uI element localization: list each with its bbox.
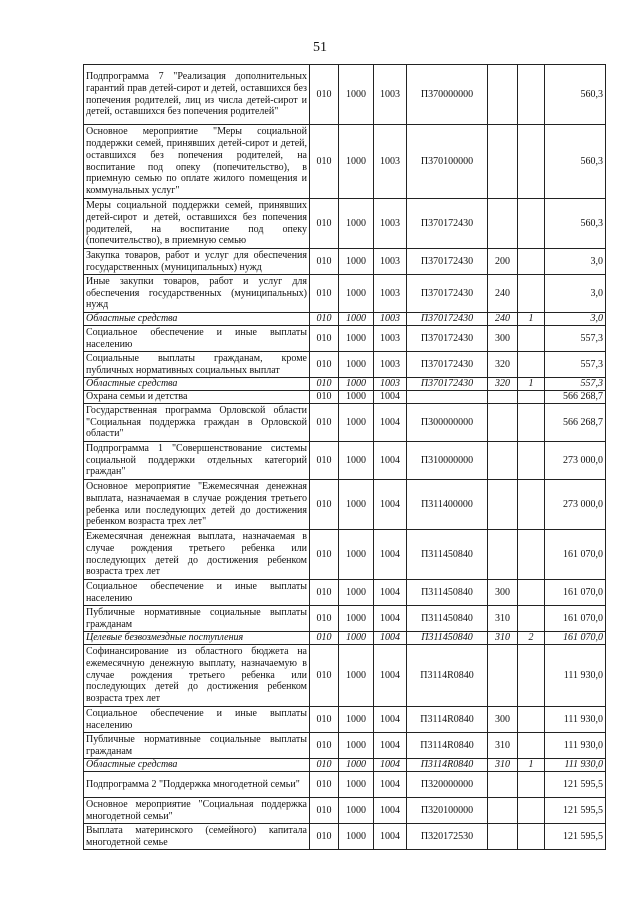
target-article-cell: П320000000 (407, 772, 488, 798)
row-name-cell: Ежемесячная денежная выплата, назначаемая в случае рождения третьего ребенка или последующих детей до достижения ребенком возраста трех лет (84, 530, 310, 580)
funding-source-cell: 1 (518, 313, 545, 326)
funding-source-cell (518, 275, 545, 313)
target-article-cell: П320172530 (407, 824, 488, 850)
target-article-cell: П300000000 (407, 404, 488, 442)
table-row (84, 606, 606, 632)
target-article-cell: П370172430 (407, 378, 488, 391)
section-code-cell: 1000 (339, 249, 374, 275)
target-article-cell: П370172430 (407, 326, 488, 352)
section-code-cell: 1000 (339, 313, 374, 326)
funding-source-cell (518, 125, 545, 199)
ministry-code-cell: 010 (310, 480, 339, 530)
amount-cell: 111 930,0 (545, 759, 606, 772)
ministry-code-cell: 010 (310, 275, 339, 313)
funding-source-cell (518, 733, 545, 759)
target-article-cell: П370000000 (407, 65, 488, 125)
target-article-cell: П320100000 (407, 798, 488, 824)
amount-cell: 121 595,5 (545, 772, 606, 798)
funding-source-cell (518, 645, 545, 707)
expense-type-cell (488, 199, 518, 249)
subsection-code-cell: 1004 (374, 391, 407, 404)
table-row (84, 798, 606, 824)
row-name-cell: Целевые безвозмездные поступления (84, 632, 310, 645)
funding-source-cell (518, 480, 545, 530)
row-name-cell: Основное мероприятие "Социальная поддержка многодетной семьи" (84, 798, 310, 824)
section-code-cell: 1000 (339, 275, 374, 313)
amount-cell: 560,3 (545, 199, 606, 249)
subsection-code-cell: 1004 (374, 645, 407, 707)
section-code-cell: 1000 (339, 199, 374, 249)
funding-source-cell (518, 442, 545, 480)
subsection-code-cell: 1004 (374, 798, 407, 824)
subsection-code-cell: 1004 (374, 530, 407, 580)
table-row (84, 249, 606, 275)
table-row (84, 125, 606, 199)
subsection-code-cell: 1003 (374, 352, 407, 378)
ministry-code-cell: 010 (310, 824, 339, 850)
ministry-code-cell: 010 (310, 378, 339, 391)
funding-source-cell (518, 606, 545, 632)
row-name-cell: Социальное обеспечение и иные выплаты населению (84, 707, 310, 733)
section-code-cell: 1000 (339, 707, 374, 733)
amount-cell: 273 000,0 (545, 442, 606, 480)
expense-type-cell: 320 (488, 378, 518, 391)
ministry-code-cell: 010 (310, 798, 339, 824)
funding-source-cell: 1 (518, 759, 545, 772)
expense-type-cell (488, 824, 518, 850)
funding-source-cell (518, 707, 545, 733)
section-code-cell: 1000 (339, 632, 374, 645)
row-name-cell: Государственная программа Орловской области "Социальная поддержка граждан в Орловской области" (84, 404, 310, 442)
target-article-cell: П370172430 (407, 313, 488, 326)
section-code-cell: 1000 (339, 442, 374, 480)
row-name-cell: Закупка товаров, работ и услуг для обеспечения государственных (муниципальных) нужд (84, 249, 310, 275)
amount-cell: 557,3 (545, 326, 606, 352)
ministry-code-cell: 010 (310, 65, 339, 125)
table-row (84, 480, 606, 530)
subsection-code-cell: 1004 (374, 480, 407, 530)
target-article-cell: П370100000 (407, 125, 488, 199)
amount-cell: 557,3 (545, 378, 606, 391)
subsection-code-cell: 1004 (374, 707, 407, 733)
table-row (84, 326, 606, 352)
funding-source-cell (518, 352, 545, 378)
target-article-cell: П311450840 (407, 580, 488, 606)
target-article-cell: П3114R0840 (407, 645, 488, 707)
table-row (84, 65, 606, 125)
subsection-code-cell: 1003 (374, 65, 407, 125)
table-row (84, 404, 606, 442)
subsection-code-cell: 1003 (374, 326, 407, 352)
funding-source-cell (518, 199, 545, 249)
target-article-cell: П311400000 (407, 480, 488, 530)
amount-cell: 273 000,0 (545, 480, 606, 530)
row-name-cell: Социальные выплаты гражданам, кроме публичных нормативных социальных выплат (84, 352, 310, 378)
table-row (84, 442, 606, 480)
funding-source-cell (518, 65, 545, 125)
amount-cell: 121 595,5 (545, 824, 606, 850)
section-code-cell: 1000 (339, 645, 374, 707)
section-code-cell: 1000 (339, 391, 374, 404)
section-code-cell: 1000 (339, 759, 374, 772)
amount-cell: 560,3 (545, 125, 606, 199)
expense-type-cell (488, 480, 518, 530)
section-code-cell: 1000 (339, 606, 374, 632)
section-code-cell: 1000 (339, 352, 374, 378)
subsection-code-cell: 1004 (374, 772, 407, 798)
row-name-cell: Иные закупки товаров, работ и услуг для обеспечения государственных (муниципальных) нужд (84, 275, 310, 313)
expense-type-cell: 200 (488, 249, 518, 275)
table-row (84, 199, 606, 249)
expense-type-cell: 300 (488, 326, 518, 352)
expense-type-cell: 310 (488, 759, 518, 772)
table-row (84, 378, 606, 391)
row-name-cell: Социальное обеспечение и иные выплаты населению (84, 326, 310, 352)
table-row (84, 275, 606, 313)
ministry-code-cell: 010 (310, 632, 339, 645)
subsection-code-cell: 1004 (374, 404, 407, 442)
section-code-cell: 1000 (339, 580, 374, 606)
table-row (84, 632, 606, 645)
target-article-cell: П370172430 (407, 249, 488, 275)
target-article-cell: П370172430 (407, 199, 488, 249)
row-name-cell: Публичные нормативные социальные выплаты гражданам (84, 733, 310, 759)
ministry-code-cell: 010 (310, 606, 339, 632)
funding-source-cell (518, 580, 545, 606)
subsection-code-cell: 1004 (374, 442, 407, 480)
funding-source-cell (518, 772, 545, 798)
expense-type-cell (488, 125, 518, 199)
budget-table (83, 64, 606, 850)
amount-cell: 111 930,0 (545, 645, 606, 707)
section-code-cell: 1000 (339, 326, 374, 352)
expense-type-cell (488, 530, 518, 580)
section-code-cell: 1000 (339, 772, 374, 798)
target-article-cell (407, 391, 488, 404)
section-code-cell: 1000 (339, 480, 374, 530)
ministry-code-cell: 010 (310, 772, 339, 798)
amount-cell: 566 268,7 (545, 404, 606, 442)
amount-cell: 560,3 (545, 65, 606, 125)
target-article-cell: П311450840 (407, 530, 488, 580)
amount-cell: 161 070,0 (545, 606, 606, 632)
row-name-cell: Подпрограмма 2 "Поддержка многодетной семьи" (84, 772, 310, 798)
target-article-cell: П3114R0840 (407, 759, 488, 772)
expense-type-cell (488, 798, 518, 824)
table-row (84, 707, 606, 733)
table-row (84, 733, 606, 759)
amount-cell: 3,0 (545, 275, 606, 313)
expense-type-cell (488, 65, 518, 125)
expense-type-cell (488, 391, 518, 404)
target-article-cell: П370172430 (407, 352, 488, 378)
row-name-cell: Областные средства (84, 378, 310, 391)
table-row (84, 352, 606, 378)
amount-cell: 3,0 (545, 249, 606, 275)
expense-type-cell: 240 (488, 313, 518, 326)
amount-cell: 3,0 (545, 313, 606, 326)
row-name-cell: Подпрограмма 7 "Реализация дополнительных гарантий прав детей-сирот и детей, оставшихся без попечения родителей, лиц из числа детей-сирот и детей, оставшихся без попечения родителей" (84, 65, 310, 125)
row-name-cell: Софинансирование из областного бюджета на ежемесячную денежную выплату, назначаемую в случае рождения третьего ребенка или последующих детей до достижения ребенком возраста трех лет (84, 645, 310, 707)
funding-source-cell (518, 404, 545, 442)
ministry-code-cell: 010 (310, 352, 339, 378)
section-code-cell: 1000 (339, 798, 374, 824)
subsection-code-cell: 1003 (374, 199, 407, 249)
expense-type-cell (488, 442, 518, 480)
section-code-cell: 1000 (339, 530, 374, 580)
expense-type-cell: 310 (488, 606, 518, 632)
table-row (84, 580, 606, 606)
funding-source-cell (518, 824, 545, 850)
target-article-cell: П310000000 (407, 442, 488, 480)
subsection-code-cell: 1003 (374, 275, 407, 313)
section-code-cell: 1000 (339, 125, 374, 199)
ministry-code-cell: 010 (310, 199, 339, 249)
ministry-code-cell: 010 (310, 404, 339, 442)
section-code-cell: 1000 (339, 733, 374, 759)
expense-type-cell: 300 (488, 707, 518, 733)
expense-type-cell (488, 645, 518, 707)
amount-cell: 111 930,0 (545, 733, 606, 759)
subsection-code-cell: 1003 (374, 313, 407, 326)
section-code-cell: 1000 (339, 824, 374, 850)
expense-type-cell: 240 (488, 275, 518, 313)
funding-source-cell (518, 530, 545, 580)
ministry-code-cell: 010 (310, 326, 339, 352)
funding-source-cell: 2 (518, 632, 545, 645)
amount-cell: 111 930,0 (545, 707, 606, 733)
funding-source-cell (518, 798, 545, 824)
row-name-cell: Охрана семьи и детства (84, 391, 310, 404)
target-article-cell: П3114R0840 (407, 707, 488, 733)
funding-source-cell (518, 249, 545, 275)
ministry-code-cell: 010 (310, 442, 339, 480)
row-name-cell: Публичные нормативные социальные выплаты гражданам (84, 606, 310, 632)
subsection-code-cell: 1004 (374, 759, 407, 772)
page-number: 51 (313, 40, 327, 55)
amount-cell: 161 070,0 (545, 580, 606, 606)
table-row (84, 530, 606, 580)
ministry-code-cell: 010 (310, 249, 339, 275)
ministry-code-cell: 010 (310, 125, 339, 199)
ministry-code-cell: 010 (310, 530, 339, 580)
subsection-code-cell: 1004 (374, 606, 407, 632)
row-name-cell: Областные средства (84, 313, 310, 326)
subsection-code-cell: 1003 (374, 125, 407, 199)
section-code-cell: 1000 (339, 404, 374, 442)
expense-type-cell: 310 (488, 632, 518, 645)
table-row (84, 824, 606, 850)
section-code-cell: 1000 (339, 65, 374, 125)
subsection-code-cell: 1004 (374, 580, 407, 606)
subsection-code-cell: 1004 (374, 632, 407, 645)
expense-type-cell: 310 (488, 733, 518, 759)
table-row (84, 391, 606, 404)
table-row (84, 313, 606, 326)
row-name-cell: Подпрограмма 1 "Совершенствование системы социальной поддержки отдельных категорий граждан" (84, 442, 310, 480)
funding-source-cell (518, 326, 545, 352)
table-row (84, 759, 606, 772)
target-article-cell: П370172430 (407, 275, 488, 313)
table-row (84, 645, 606, 707)
amount-cell: 566 268,7 (545, 391, 606, 404)
funding-source-cell (518, 391, 545, 404)
row-name-cell: Основное мероприятие "Меры социальной поддержки семей, принявших детей-сирот и детей, оставшихся без попечения родителей, на воспитание под опеку (попечительство), в приемную семью по оплате жилого помещения и коммунальных услуг" (84, 125, 310, 199)
subsection-code-cell: 1003 (374, 249, 407, 275)
amount-cell: 557,3 (545, 352, 606, 378)
target-article-cell: П311450840 (407, 606, 488, 632)
row-name-cell: Областные средства (84, 759, 310, 772)
row-name-cell: Социальное обеспечение и иные выплаты населению (84, 580, 310, 606)
amount-cell: 121 595,5 (545, 798, 606, 824)
expense-type-cell: 320 (488, 352, 518, 378)
expense-type-cell (488, 772, 518, 798)
table-row (84, 772, 606, 798)
row-name-cell: Выплата материнского (семейного) капитала многодетной семье (84, 824, 310, 850)
ministry-code-cell: 010 (310, 645, 339, 707)
subsection-code-cell: 1003 (374, 378, 407, 391)
row-name-cell: Меры социальной поддержки семей, принявших детей-сирот и детей, оставшихся без попечения родителей, на воспитание под опеку (попечительство), в приемную семью (84, 199, 310, 249)
target-article-cell: П311450840 (407, 632, 488, 645)
amount-cell: 161 070,0 (545, 530, 606, 580)
target-article-cell: П3114R0840 (407, 733, 488, 759)
subsection-code-cell: 1004 (374, 824, 407, 850)
section-code-cell: 1000 (339, 378, 374, 391)
ministry-code-cell: 010 (310, 391, 339, 404)
ministry-code-cell: 010 (310, 313, 339, 326)
expense-type-cell (488, 404, 518, 442)
expense-type-cell: 300 (488, 580, 518, 606)
amount-cell: 161 070,0 (545, 632, 606, 645)
funding-source-cell: 1 (518, 378, 545, 391)
row-name-cell: Основное мероприятие "Ежемесячная денежная выплата, назначаемая в случае рождения третьего ребенка или последующих детей до достижения ребенком возраста трех лет" (84, 480, 310, 530)
ministry-code-cell: 010 (310, 580, 339, 606)
ministry-code-cell: 010 (310, 759, 339, 772)
ministry-code-cell: 010 (310, 707, 339, 733)
ministry-code-cell: 010 (310, 733, 339, 759)
subsection-code-cell: 1004 (374, 733, 407, 759)
